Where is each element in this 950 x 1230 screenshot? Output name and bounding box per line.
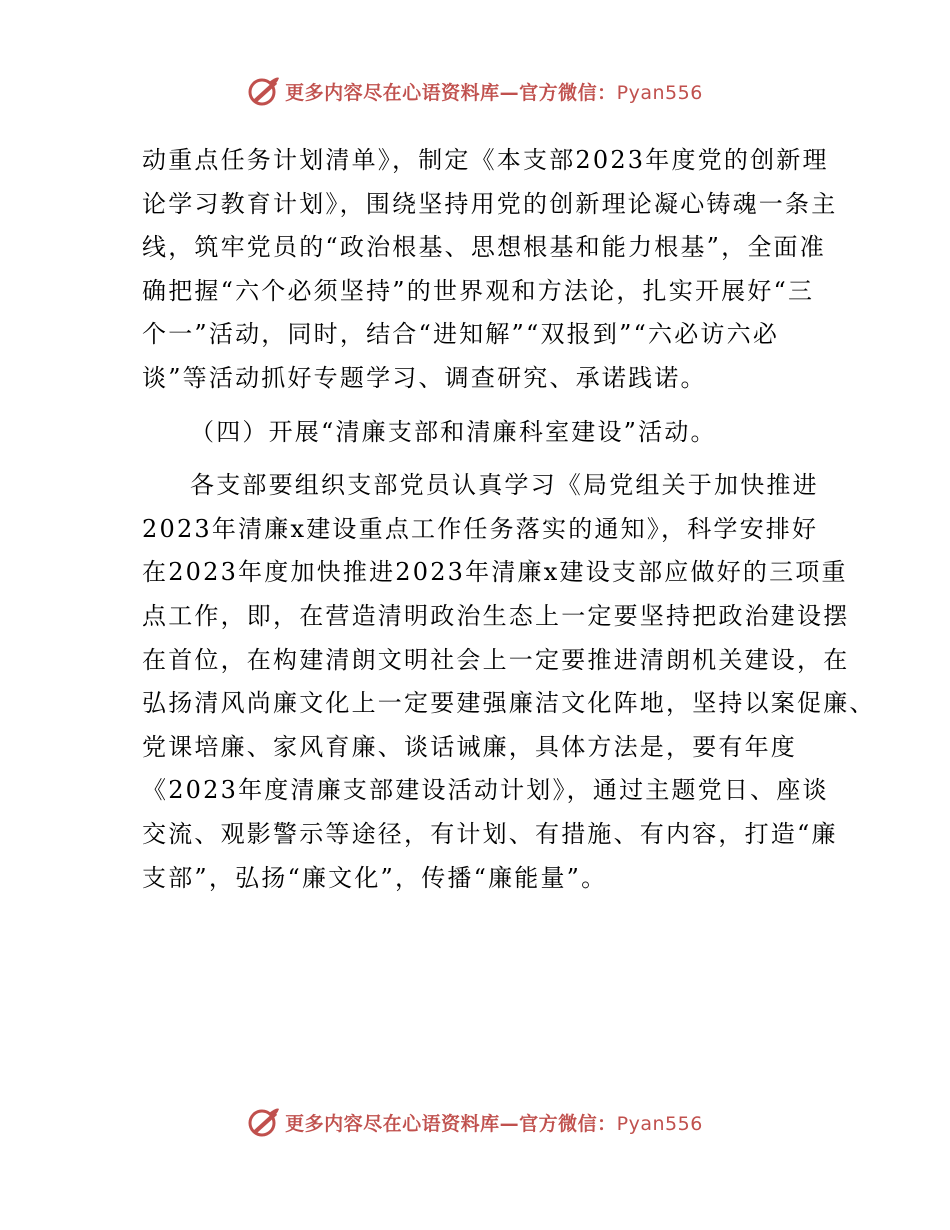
para1-line: 线，筑牢党员的“政治根基、思想根基和能力根基”，全面准	[142, 233, 826, 262]
para1-line: 个一”活动，同时，结合“进知解”“双报到”“六必访六必	[142, 320, 780, 349]
para2-line: 2023年清廉x建设重点工作任务落实的通知》，科学安排好	[142, 514, 819, 543]
para2-line: 弘扬清风尚廉文化上一定要建强廉洁文化阵地，坚持以案促廉、	[142, 689, 876, 718]
quill-logo-icon	[247, 74, 281, 108]
para2-line: 交流、观影警示等途径，有计划、有措施、有内容，打造“廉	[142, 819, 838, 848]
banner-wechat-id: Pyan556	[616, 1112, 703, 1135]
para2-line: 在首位，在构建清朗文明社会上一定要推进清朗机关建设，在	[142, 645, 850, 674]
footer-banner	[0, 1102, 950, 1142]
section-heading-4: （四）开展“清廉支部和清廉科室建设”活动。	[190, 417, 717, 446]
para2-line: 《2023年度清廉支部建设活动计划》，通过主题党日、座谈	[142, 776, 829, 805]
banner-wechat-id: Pyan556	[616, 81, 703, 104]
header-banner	[0, 71, 950, 111]
para2-line: 支部”，弘扬“廉文化”，传播“廉能量”。	[142, 863, 608, 892]
para1-line: 动重点任务计划清单》，制定《本支部2023年度党的创新理	[142, 146, 829, 174]
para2-line: 在2023年度加快推进2023年清廉x建设支部应做好的三项重	[142, 558, 848, 587]
para2-line: 各支部要组织支部党员认真学习《局党组关于加快推进	[190, 471, 819, 500]
para2-line: 党课培廉、家风育廉、谈话诫廉，具体方法是，要有年度	[142, 732, 797, 761]
para1-line: 论学习教育计划》，围绕坚持用党的创新理论凝心铸魂一条主	[142, 189, 838, 218]
para2-line: 点工作，即，在营造清明政治生态上一定要坚持把政治建设摆	[142, 601, 850, 630]
para1-line: 确把握“六个必须坚持”的世界观和方法论，扎实开展好“三	[142, 276, 815, 305]
banner-text: 更多内容尽在心语资料库—官方微信：Pyan556	[285, 1112, 703, 1135]
banner-text: 更多内容尽在心语资料库—官方微信：Pyan556	[285, 81, 703, 104]
quill-logo-icon	[247, 1105, 281, 1139]
para1-line: 谈”等活动抓好专题学习、调查研究、承诺践诺。	[142, 363, 707, 392]
document-body	[142, 139, 876, 900]
